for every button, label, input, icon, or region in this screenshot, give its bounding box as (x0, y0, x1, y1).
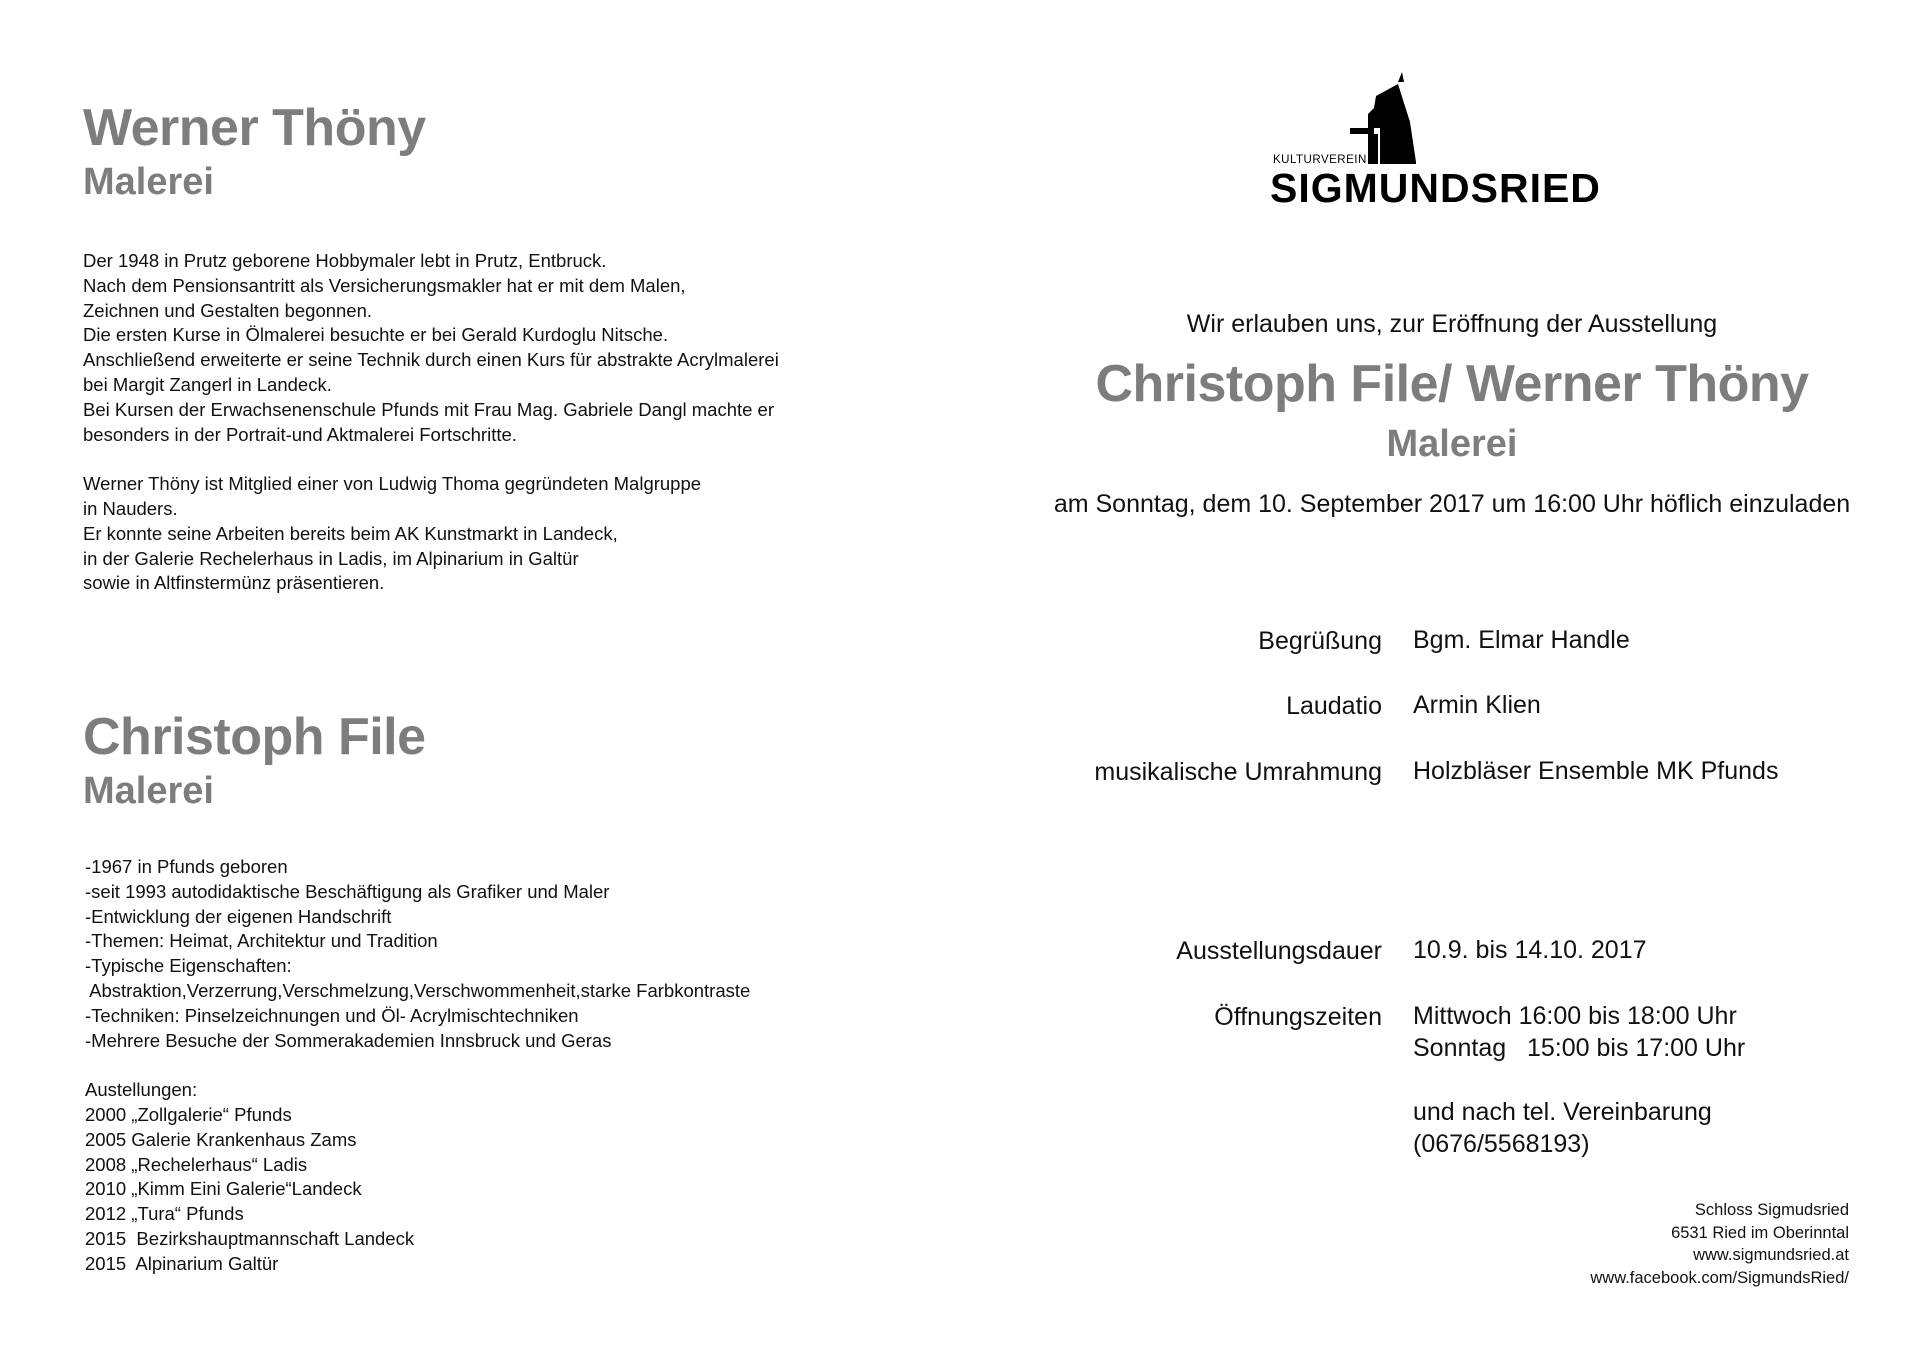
program-label: Laudatio (1286, 692, 1382, 720)
artist2-discipline: Malerei (83, 770, 214, 812)
program-value: Armin Klien (1413, 691, 1541, 719)
website-link[interactable]: www.sigmundsried.at (1693, 1246, 1849, 1264)
artist2-name: Christoph File (83, 708, 426, 766)
program-value: Bgm. Elmar Handle (1413, 626, 1630, 654)
program-value: Holzbläser Ensemble MK Pfunds (1413, 757, 1779, 785)
exhibition-discipline: Malerei (1386, 423, 1518, 465)
program-labels (1032, 0, 1382, 1358)
hours-line: Sonntag 15:00 bis 17:00 Uhr (1413, 1034, 1746, 1062)
hours-line: Mittwoch 16:00 bis 18:00 Uhr (1413, 1002, 1737, 1030)
artist2-bio: -1967 in Pfunds geboren -seit 1993 autodidaktische Beschäftigung als Grafiker und Maler -Entwicklung der eigenen Handschrift -Themen: Heimat, Architektur und Tradition -Typische Eigenschaften: Abstraktion,Verzerrung,Verschmelzung,Verschwommenheit,starke Farbkontraste -Techniken: Pinselzeichnungen und Öl- Acrylmischtechniken -Mehrere Besuche der Sommerakademien Innsbruck und Geras Austellungen: 2000 „Zollgalerie“ Pfunds 2005 Galerie Krankenhaus Zams 2008 „Rechelerhaus“ Ladis 2010 „Kimm Eini Galerie“Landeck 2012 „Tura“ Pfunds 2015 Bezirkshauptmannschaft Landeck 2015 Alpinarium Galtür (85, 856, 751, 1274)
footer-line: 6531 Ried im Oberinntal (1671, 1223, 1849, 1242)
program-label: Begrüßung (1258, 627, 1382, 655)
phone-number: (0676/5568193) (1413, 1130, 1590, 1158)
date-line: am Sonntag, dem 10. September 2017 um 16:00 Uhr höflich einzuladen (1053, 490, 1851, 518)
logo-big-text: SIGMUNDSRIED (1270, 165, 1601, 211)
program-label: musikalische Umrahmung (1094, 758, 1382, 786)
footer-address (1590, 1199, 1849, 1289)
invite-line: Wir erlauben uns, zur Eröffnung der Ausstellung (1186, 310, 1718, 338)
duration-value: 10.9. bis 14.10. 2017 (1413, 936, 1647, 964)
artist1-name: Werner Thöny (83, 99, 426, 157)
footer-line: Schloss Sigmudsried (1694, 1201, 1849, 1219)
hours-label: Öffnungszeiten (1214, 1003, 1382, 1031)
artist1-bio: Der 1948 in Prutz geborene Hobbymaler lebt in Prutz, Entbruck. Nach dem Pensionsantritt als Versicherungsmakler hat er mit dem Malen, Zeichnen und Gestalten begonnen. Die ersten Kurse in Ölmalerei besuchte er bei Gerald Kurdoglu Nitsche. Anschließend erweiterte er seine Technik durch einen Kurs für abstrakte Acrylmalerei bei Margit Zangerl in Landeck. Bei Kursen der Erwachsenenschule Pfunds mit Frau Mag. Gabriele Dangl machte er besonders in der Portrait-und Aktmalerei Fortschritte. Werner Thöny ist Mitglied einer von Ludwig Thoma gegründeten Malgruppe in Nauders. Er konnte seine Arbeiten bereits beim AK Kunstmarkt in Landeck, in der Galerie Rechelerhaus in Ladis, im Alpinarium in Galtür sowie in Altfinstermünz präsentieren. (83, 250, 779, 594)
duration-label: Ausstellungsdauer (1176, 937, 1382, 965)
logo-small-text: KULTURVEREIN (1273, 154, 1367, 166)
hours-appointment: und nach tel. Vereinbarung (1413, 1098, 1712, 1126)
exhibition-title: Christoph File/ Werner Thöny (1095, 355, 1809, 413)
facebook-link[interactable]: www.facebook.com/SigmundsRied/ (1590, 1268, 1849, 1287)
artist1-discipline: Malerei (83, 161, 214, 203)
